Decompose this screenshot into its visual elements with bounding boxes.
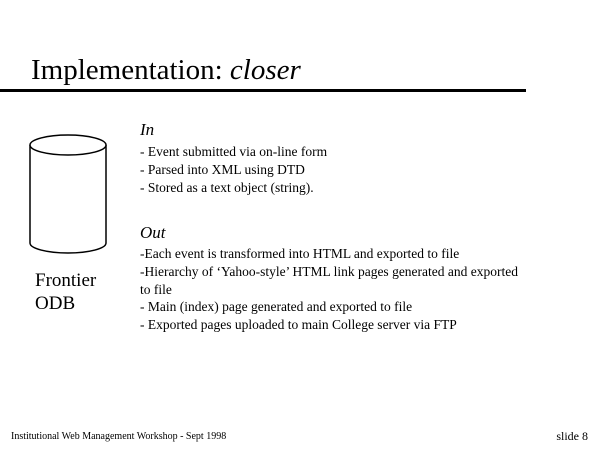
slide-number: slide 8	[556, 429, 588, 443]
cylinder-database-icon	[29, 134, 107, 254]
database-label-line2: ODB	[35, 293, 76, 314]
out-list	[140, 245, 520, 334]
footer-event-name: Institutional Web Management Workshop - Sept 1998	[11, 431, 227, 442]
slide-title-main: Implementation:	[31, 54, 230, 86]
list-item: -Each event is transformed into HTML and exported to file	[140, 246, 460, 261]
list-item: -Hierarchy of ‘Yahoo-style’ HTML link pages generated and exported to file	[140, 263, 518, 297]
database-label	[35, 269, 96, 315]
list-item: - Exported pages uploaded to main College server via FTP	[140, 317, 457, 333]
slide-title-emphasis: closer	[229, 54, 301, 86]
list-item: - Stored as a text object (string).	[140, 179, 314, 195]
list-item: - Event submitted via on-line form	[140, 144, 328, 159]
database-label-line1: Frontier	[35, 270, 97, 291]
out-heading: Out	[140, 223, 166, 242]
title-underline	[0, 89, 526, 92]
list-item: - Main (index) page generated and exported to file	[140, 299, 413, 315]
in-list	[140, 143, 520, 196]
slide-title	[31, 52, 301, 88]
in-heading: In	[140, 120, 155, 139]
list-item: - Parsed into XML using DTD	[140, 161, 305, 177]
